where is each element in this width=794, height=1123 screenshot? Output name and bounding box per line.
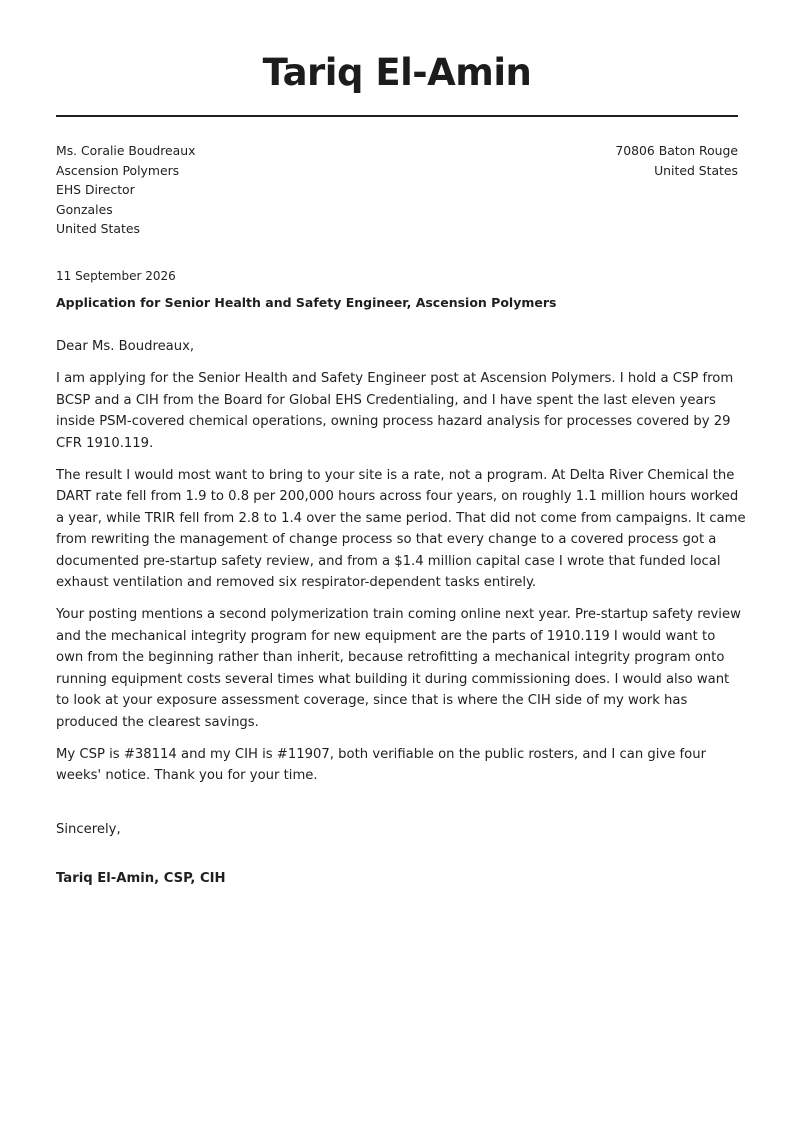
sender-postcode-city: 70806 Baton Rouge bbox=[615, 143, 738, 158]
signature: Tariq El-Amin, CSP, CIH bbox=[56, 871, 226, 886]
letter-date: 11 September 2026 bbox=[56, 269, 176, 283]
body-paragraph-2: The result I would most want to bring to your site is a rate, not a program. At Delta River Chemical the DART rate fell from 1.9 to 0.8 per 200,000 hours across four years, on roughly 1.1 million hours worked a year, while TRIR fell from 2.8 to 1.4 over the same period. That did not come from campaigns. It came from rewriting the management of change process so that every change to a covered process got a documented pre-startup safety review, and from a $1.4 million capital case I wrote that funded local exhaust ventilation and removed six respirator-dependent tasks entirely. bbox=[56, 468, 746, 591]
closing: Sincerely, bbox=[56, 822, 121, 837]
sender-name-heading: Tariq El-Amin bbox=[262, 51, 532, 94]
sender-address-block bbox=[615, 141, 738, 180]
salutation: Dear Ms. Boudreaux, bbox=[56, 339, 195, 354]
recipient-title: EHS Director bbox=[56, 182, 135, 197]
recipient-country: United States bbox=[56, 221, 140, 236]
header-divider bbox=[56, 115, 738, 117]
recipient-company: Ascension Polymers bbox=[56, 162, 180, 178]
body-paragraph-4: My CSP is #38114 and my CIH is #11907, both verifiable on the public rosters, and I can give four weeks' notice. Thank you for your time. bbox=[56, 746, 707, 784]
body-paragraph-1: I am applying for the Senior Health and Safety Engineer post at Ascension Polymers. I hold a CSP from BCSP and a CIH from the Board for Global EHS Credentialing, and I have spent the last eleven years inside PSM-covered chemical operations, owning process hazard analysis for processes covered by 29 CFR 1910.119. bbox=[56, 371, 734, 451]
letter-subject: Application for Senior Health and Safety Engineer, Ascension Polymers bbox=[56, 295, 557, 310]
letter-body bbox=[56, 336, 746, 798]
recipient-city: Gonzales bbox=[56, 201, 113, 217]
body-paragraph-3: Your posting mentions a second polymerization train coming online next year. Pre-startup safety review and the mechanical integrity program for new equipment are the parts of 1910.119 I would want to own from the beginning rather than inherit, because retrofitting a mechanical integrity program onto running equipment costs several times what building it during commissioning does. I would also want to look at your exposure assessment coverage, since that is where the CIH side of my work has produced the clearest savings. bbox=[56, 607, 741, 730]
sender-country: United States bbox=[654, 162, 738, 178]
recipient-address-block bbox=[56, 141, 195, 239]
recipient-name: Ms. Coralie Boudreaux bbox=[56, 143, 196, 158]
